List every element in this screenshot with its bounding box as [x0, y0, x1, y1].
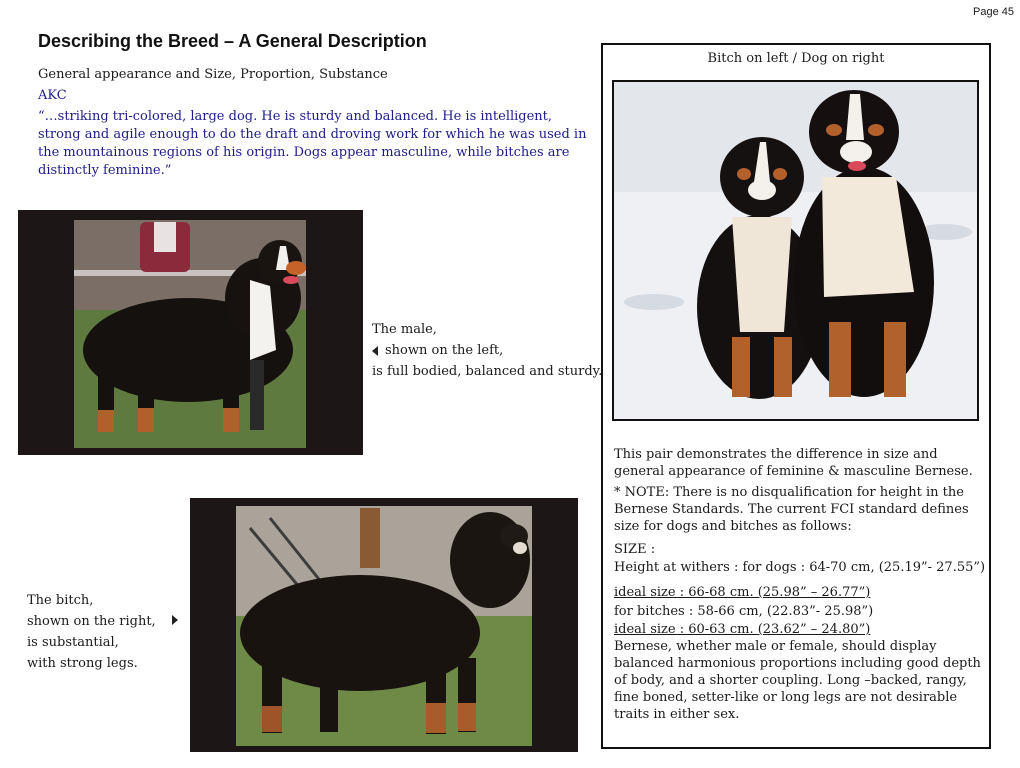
male-caption-line: is full bodied, balanced and sturdy.: [372, 364, 603, 379]
size-label: SIZE :: [614, 542, 656, 557]
bitch-caption-line: The bitch,: [27, 593, 94, 608]
bitches-ideal-size: ideal size : 60-63 cm. (23.62” – 24.80”): [614, 622, 871, 637]
conclusion-text: Bernese, whether male or female, should display balanced harmonious proportions including good depth of body, and a shorter coupling. Long –backed, rangy, fine boned, setter-like or long legs are not desirable traits in either sex.: [614, 639, 981, 722]
page-title: Describing the Breed – A General Description: [38, 31, 427, 51]
bitch-caption: [27, 590, 156, 674]
arrow-right-icon: [172, 615, 178, 625]
pair-intro: This pair demonstrates the difference in size and general appearance of feminine & masculine Bernese.: [614, 447, 973, 479]
source-label: AKC: [38, 88, 67, 103]
bitches-height: for bitches : 58-66 cm, (22.83”- 25.98”): [614, 604, 874, 619]
section-subtitle: General appearance and Size, Proportion, Substance: [38, 67, 388, 82]
male-caption-text: shown on the left,: [385, 343, 504, 358]
arrow-left-icon: [372, 346, 378, 356]
bitch-caption-line: with strong legs.: [27, 656, 138, 671]
male-caption-line: [372, 340, 602, 361]
bitch-caption-line: shown on the right,: [27, 614, 156, 629]
fci-note: * NOTE: There is no disqualification for height in the Bernese Standards. The current FCI standard defines size for dogs and bitches as follows:: [614, 485, 969, 534]
bitch-dog-photo: [190, 498, 578, 752]
male-caption-line: The male,: [372, 322, 437, 337]
dogs-ideal-size: ideal size : 66-68 cm. (25.98” – 26.77”): [614, 585, 871, 600]
bitch-dog-illustration: [190, 498, 578, 752]
pair-photo-caption: Bitch on left / Dog on right: [707, 51, 885, 66]
dogs-height: Height at withers : for dogs : 64-70 cm, (25.19”- 27.55”): [614, 560, 986, 575]
male-caption: [372, 319, 602, 382]
pair-dogs-illustration: [614, 82, 977, 419]
akc-quote: “…striking tri-colored, large dog. He is sturdy and balanced. He is intelligent, strong and agile enough to do the draft and droving work for which he was used in the mountainous regions of his origin. Dogs appear masculine, while bitches are distinctly feminine.”: [38, 109, 587, 178]
bitch-caption-line: is substantial,: [27, 635, 119, 650]
male-dog-illustration: [18, 210, 363, 455]
pair-dogs-photo: [612, 80, 979, 421]
page-number: Page 45: [973, 6, 1014, 18]
male-dog-photo: [18, 210, 363, 455]
